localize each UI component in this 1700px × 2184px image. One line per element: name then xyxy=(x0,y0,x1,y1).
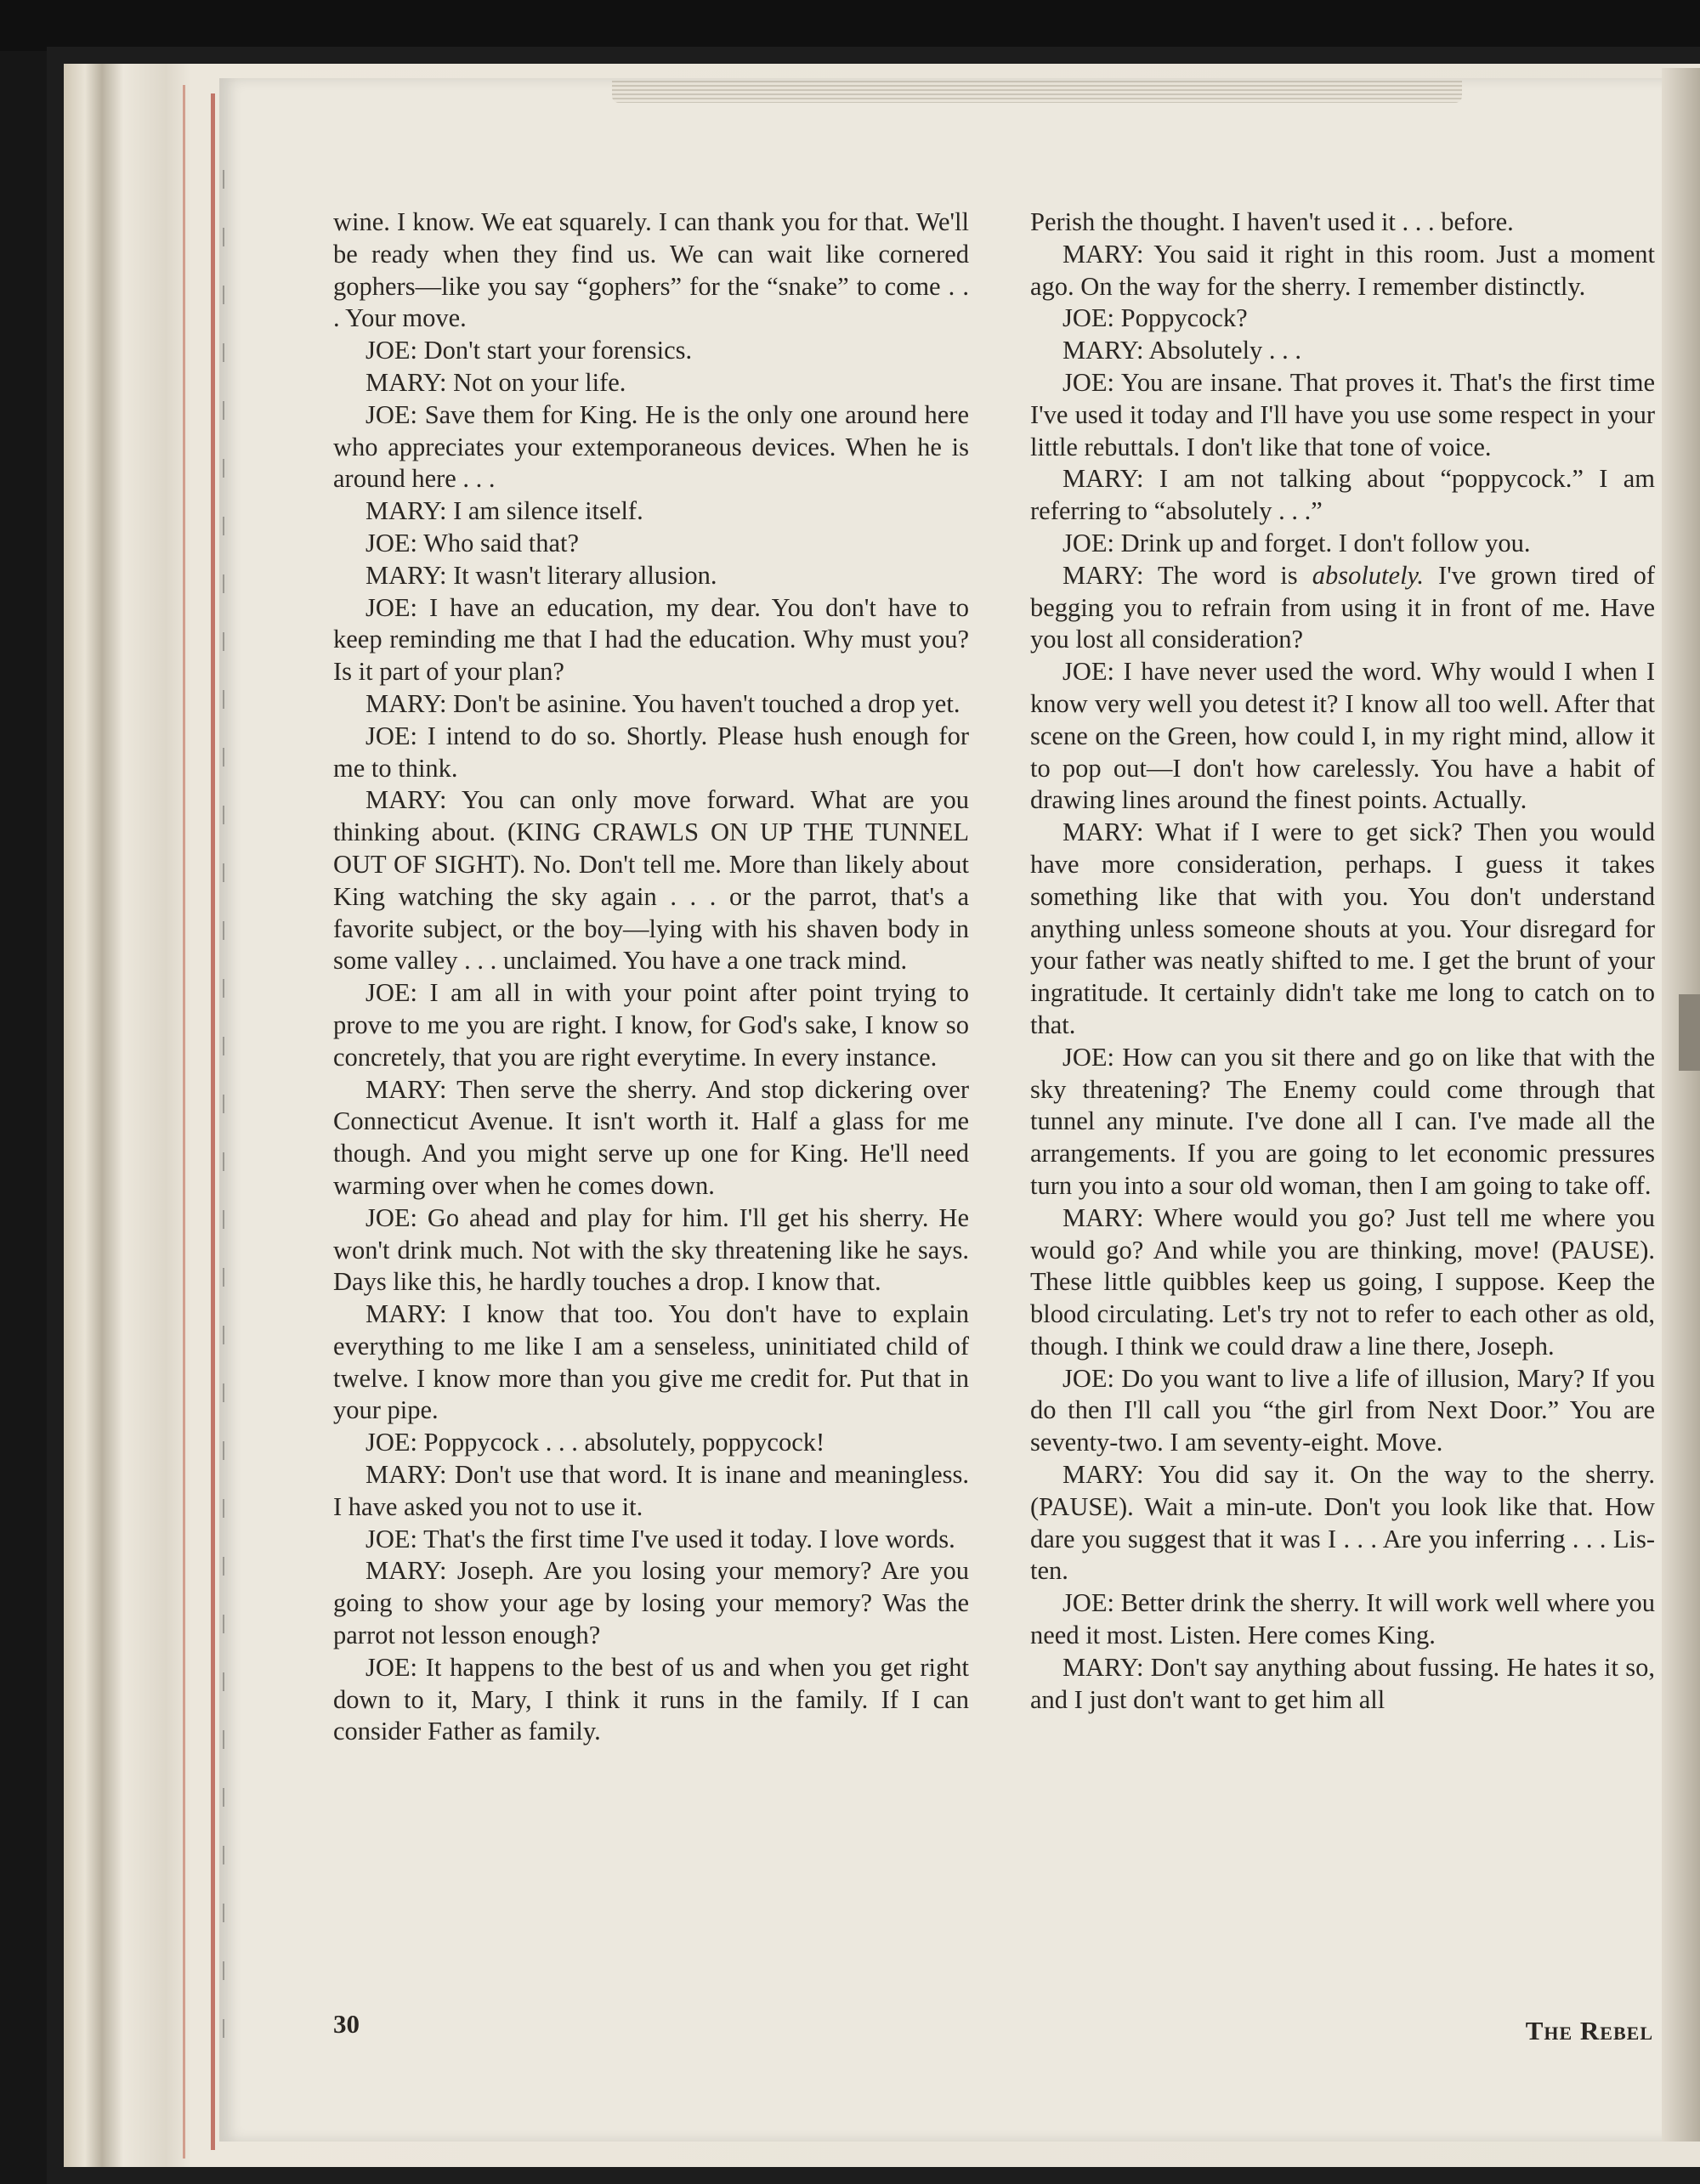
paragraph: JOE: How can you sit there and go on like that with the sky threatening? The Enemy could come through that tunnel any minute. I've done all I can. I've made all the arrangements. If you are going to let economic pressures turn you into a sour old woman, then I am going to take off. xyxy=(1030,1042,1655,1200)
paragraph: MARY: You said it right in this room. Just a moment ago. On the way for the sherry. I remember distinctly. xyxy=(1030,239,1655,301)
paragraph: JOE: Better drink the sherry. It will work well where you need it most. Listen. Here comes King. xyxy=(1030,1588,1655,1650)
paragraph: MARY: You did say it. On the way to the sherry. (PAUSE). Wait a min-ute. Don't you look like that. How dare you suggest that it was I . . . Are you inferring . . . Lis-ten. xyxy=(1030,1460,1655,1586)
paragraph xyxy=(1030,560,1655,656)
paragraph: MARY: I am silence itself. xyxy=(366,496,643,526)
page-edge-stripe xyxy=(183,85,185,2159)
paragraph: MARY: Don't use that word. It is inane and meaningless. I have asked you not to use it. xyxy=(333,1460,969,1521)
paragraph: JOE: Do you want to live a life of illusion, Mary? If you do then I'll call you “the girl from Next Door.” You are seventy-two. I am seventy-eight. Move. xyxy=(1030,1363,1655,1457)
paragraph: MARY: Don't be asinine. You haven't touched a drop yet. xyxy=(366,688,960,718)
paragraph: MARY: It wasn't literary allusion. xyxy=(366,560,717,590)
paragraph: JOE: Don't start your forensics. xyxy=(366,336,693,365)
paragraph: JOE: Go ahead and play for him. I'll get his sherry. He won't drink much. Not with the sky threatening like he says. Days like this, he hardly touches a drop. I know that. xyxy=(333,1202,969,1297)
page-top-edge xyxy=(612,81,1462,103)
emphasized-word: absolutely. xyxy=(1312,560,1425,590)
book-binding-top xyxy=(0,0,1700,51)
paragraph-text: MARY: The word is xyxy=(1062,560,1312,590)
paragraph: wine. I know. We eat squarely. I can thank you for that. We'll be ready when they find us. We can wait like cornered gophers—like you say “gophers” for the “snake” to come . . . Your move. xyxy=(333,207,969,333)
paragraph: MARY: Where would you go? Just tell me where you would go? And while you are thinking, move! (PAUSE). These little quibbles keep us going, I suppose. Keep the blood circulating. Let's try not to refer to each other as old, though. I think we could draw a line there, Joseph. xyxy=(1030,1202,1655,1361)
page-tab-marker xyxy=(1679,994,1700,1071)
paragraph: JOE: That's the first time I've used it today. I love words. xyxy=(366,1524,955,1553)
paragraph: JOE: Drink up and forget. I don't follow you. xyxy=(1062,528,1531,557)
paragraph: JOE: Save them for King. He is the only one around here who appreciates your extemporaneous devices. When he is around here . . . xyxy=(333,399,969,494)
paragraph: MARY: Absolutely . . . xyxy=(1062,336,1302,365)
paragraph: JOE: I intend to do so. Shortly. Please hush enough for me to think. xyxy=(333,721,969,783)
right-text-column xyxy=(1030,207,1655,1716)
paragraph: MARY: Don't say anything about fussing. He hates it so, and I just don't want to get him all xyxy=(1030,1652,1655,1714)
paragraph: MARY: Not on your life. xyxy=(366,367,626,397)
paragraph: MARY: I am not talking about “poppycock.” I am referring to “absolutely . . .” xyxy=(1030,464,1655,526)
paragraph: JOE: It happens to the best of us and when you get right down to it, Mary, I think it runs in the family. If I can consider Father as family. xyxy=(333,1652,969,1746)
paragraph: JOE: You are insane. That proves it. That's the first time I've used it today and I'll have you use some respect in your little rebuttals. I don't like that tone of voice. xyxy=(1030,367,1655,461)
page-edge-stripe xyxy=(211,93,215,2150)
paragraph: MARY: Joseph. Are you losing your memory? Are you going to show your age by losing your memory? Was the parrot not lesson enough? xyxy=(333,1556,969,1650)
running-title: The Rebel xyxy=(1525,2016,1653,2045)
paragraph: MARY: What if I were to get sick? Then you would have more consideration, perhaps. I guess it takes something like that with you. You don't understand anything unless someone shouts at you. Your disregard for your father was neatly shifted to me. I get the brunt of your ingratitude. It certainly didn't take me long to catch on to that. xyxy=(1030,818,1655,1039)
paragraph-text: I've grown tired of begging you to refrain from using it in front of me. Have you lost all consideration? xyxy=(1030,560,1656,654)
paragraph: MARY: I know that too. You don't have to explain everything to me like I am a senseless, uninitiated child of twelve. I know more than you give me credit for. Put that in your pipe. xyxy=(333,1299,969,1425)
paragraph: JOE: I am all in with your point after point trying to prove to me you are right. I know, for God's sake, I know so concretely, that you are right everytime. In every instance. xyxy=(333,978,969,1072)
left-text-column xyxy=(333,207,969,1748)
paragraph: JOE: I have never used the word. Why would I when I know very well you detest it? I know all too well. After that scene on the Green, how could I, in my right mind, allow it to pop out—I don't how carelessly. You have a habit of drawing lines around the finest points. Actually. xyxy=(1030,657,1655,815)
paragraph: Perish the thought. I haven't used it . . . before. xyxy=(1030,207,1514,236)
paragraph: MARY: You can only move forward. What are you thinking about. (KING CRAWLS ON UP THE TUNNEL OUT OF SIGHT). No. Don't tell me. More than likely about King watching the sky again . . . or the parrot, that's a favorite subject, or the boy—lying with his shaven body in some valley . . . unclaimed. You have a one track mind. xyxy=(333,785,969,976)
paragraph: JOE: I have an education, my dear. You don't have to keep reminding me that I had the education. Why must you? Is it part of your plan? xyxy=(333,592,969,687)
gutter-stitch-marks xyxy=(223,170,224,2040)
paragraph: JOE: Poppycock . . . absolutely, poppycock! xyxy=(366,1428,825,1457)
paragraph: JOE: Poppycock? xyxy=(1062,303,1248,333)
facing-pages-edge xyxy=(1662,68,1700,2142)
paragraph: JOE: Who said that? xyxy=(366,528,580,557)
paragraph: MARY: Then serve the sherry. And stop dickering over Connecticut Avenue. It isn't worth it. Half a glass for me though. And you might serve up one for King. He'll need warming over when he comes down. xyxy=(333,1074,969,1200)
page-number: 30 xyxy=(333,2009,360,2039)
